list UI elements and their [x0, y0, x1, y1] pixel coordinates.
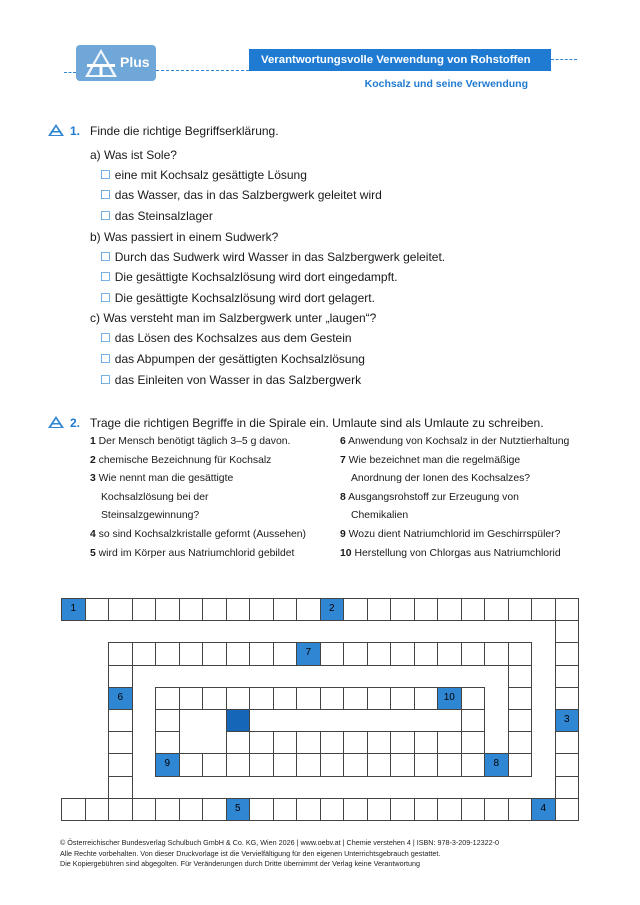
- grid-cell[interactable]: [202, 687, 227, 710]
- grid-cell[interactable]: [132, 642, 157, 665]
- clue-text: Der Mensch benötigt täglich 3–5 g davon.: [98, 436, 291, 447]
- grid-cell[interactable]: [390, 642, 415, 665]
- plus-logo: [76, 45, 156, 81]
- clue-number: 9: [340, 529, 346, 540]
- task2-title: Trage die richtigen Begriffe in die Spirale ein. Umlaute sind als Umlaute zu schreiben.: [90, 416, 544, 430]
- grid-cell[interactable]: [296, 798, 321, 821]
- grid-cell[interactable]: [179, 642, 204, 665]
- grid-cell[interactable]: [437, 753, 462, 776]
- grid-cell-number: 7: [305, 647, 312, 659]
- grid-cell[interactable]: [461, 709, 486, 732]
- grid-cell[interactable]: [85, 798, 110, 821]
- grid-cell[interactable]: [390, 731, 415, 754]
- clue-number: 3: [90, 473, 96, 485]
- grid-cell-numbered[interactable]: [320, 598, 345, 621]
- grid-cell[interactable]: [296, 753, 321, 776]
- grid-cell[interactable]: [555, 731, 580, 754]
- grid-cell[interactable]: [367, 731, 392, 754]
- grid-cell[interactable]: [155, 687, 180, 710]
- grid-cell[interactable]: [202, 798, 227, 821]
- grid-cell[interactable]: [508, 642, 533, 665]
- clue-item: [90, 529, 306, 540]
- grid-cell[interactable]: [108, 753, 133, 776]
- grid-cell[interactable]: [484, 798, 509, 821]
- clue-number: 6: [340, 436, 346, 447]
- clue-text: Wie bezeichnet man die regelmäßige: [348, 454, 521, 466]
- clue-number: 1: [90, 436, 96, 447]
- grid-cell[interactable]: [461, 753, 486, 776]
- grid-cell[interactable]: [437, 642, 462, 665]
- grid-cell[interactable]: [343, 753, 368, 776]
- grid-cell-numbered[interactable]: [108, 687, 133, 710]
- clue-text: Anwendung von Kochsalz in der Nutztierhaltung: [348, 436, 570, 447]
- grid-cell-number: 3: [563, 714, 570, 725]
- grid-cell[interactable]: [555, 620, 580, 643]
- grid-cell[interactable]: [296, 731, 321, 754]
- grid-cell[interactable]: [343, 731, 368, 754]
- grid-cell[interactable]: [273, 798, 298, 821]
- grid-cell-numbered[interactable]: [484, 753, 509, 776]
- grid-cell[interactable]: [367, 598, 392, 621]
- grid-cell[interactable]: [414, 798, 439, 821]
- grid-cell-number: 2: [328, 603, 335, 614]
- grid-cell[interactable]: [461, 798, 486, 821]
- grid-cell[interactable]: [155, 598, 180, 621]
- grid-cell[interactable]: [249, 687, 274, 710]
- grid-cell[interactable]: [108, 776, 133, 799]
- grid-cell[interactable]: [108, 598, 133, 621]
- logo-label: Plus: [120, 54, 150, 70]
- grid-cell[interactable]: [414, 598, 439, 621]
- option-b2[interactable]: ☐ Die gesättigte Kochsalzlösung wird dort eingedampft.: [100, 270, 398, 284]
- clue-item: [340, 529, 560, 540]
- grid-cell[interactable]: [108, 642, 133, 665]
- clue-item: [90, 436, 290, 447]
- grid-cell-numbered[interactable]: [296, 642, 321, 665]
- footer: [60, 838, 600, 870]
- checkbox-icon[interactable]: ☐: [100, 291, 111, 305]
- grid-cell[interactable]: [508, 709, 533, 732]
- task1-number: 1.: [70, 124, 81, 138]
- grid-cell[interactable]: [273, 687, 298, 710]
- grid-cell[interactable]: [390, 687, 415, 710]
- grid-cell[interactable]: [555, 598, 580, 621]
- divider-line: [64, 72, 76, 73]
- task1-b-question: b) Was passiert in einem Sudwerk?: [90, 230, 279, 244]
- option-a2[interactable]: ☐ das Wasser, das in das Salzbergwerk geleitet wird: [100, 188, 382, 202]
- grid-cell[interactable]: [296, 687, 321, 710]
- grid-cell[interactable]: [320, 753, 345, 776]
- grid-cell[interactable]: [226, 598, 251, 621]
- grid-cell[interactable]: [414, 753, 439, 776]
- grid-cell[interactable]: [202, 753, 227, 776]
- clue-number: 4: [90, 529, 96, 540]
- clue-text: Anordnung der Ionen des Kochsalzes?: [351, 473, 531, 485]
- clue-item: [90, 455, 271, 466]
- grid-cell[interactable]: [320, 798, 345, 821]
- footer-copyright: © Österreichischer Bundesverlag Schulbuch GmbH & Co. KG, Wien 2026 | www.oebv.at | Chemie verstehen 4 | ISBN: 978-3-209-12322-0: [60, 838, 500, 847]
- divider-line: [156, 70, 249, 71]
- clue-item: [351, 510, 408, 521]
- grid-cell-numbered[interactable]: [61, 598, 86, 621]
- grid-cell[interactable]: [273, 753, 298, 776]
- grid-cell[interactable]: [367, 642, 392, 665]
- footer-fees: Die Kopiergebühren sind abgegolten. Für Veränderungen durch Dritte übernimmt der Verlag keine Verantwortung: [60, 859, 420, 868]
- clue-text: chemische Bezeichnung für Kochsalz: [98, 454, 272, 466]
- grid-cell[interactable]: [343, 598, 368, 621]
- grid-cell[interactable]: [108, 798, 133, 821]
- clue-item: [340, 436, 569, 447]
- grid-cell[interactable]: [179, 687, 204, 710]
- grid-cell[interactable]: [437, 798, 462, 821]
- clue-number: 10: [340, 547, 352, 559]
- grid-cell[interactable]: [484, 642, 509, 665]
- clue-item: [90, 548, 294, 559]
- grid-cell[interactable]: [155, 731, 180, 754]
- grid-cell-numbered[interactable]: [555, 709, 580, 732]
- clue-item: [101, 510, 199, 521]
- clue-text: Wie nennt man die gesättigte: [98, 473, 234, 485]
- option-b3[interactable]: ☐ Die gesättigte Kochsalzlösung wird dort gelagert.: [100, 291, 375, 305]
- grid-cell[interactable]: [508, 687, 533, 710]
- grid-cell[interactable]: [226, 687, 251, 710]
- clue-text: so sind Kochsalzkristalle geformt (Aussehen): [98, 529, 306, 540]
- grid-cell[interactable]: [461, 731, 486, 754]
- grid-cell[interactable]: [555, 753, 580, 776]
- task1-title: Finde die richtige Begriffserklärung.: [90, 124, 279, 138]
- grid-cell-number: 1: [70, 603, 77, 614]
- grid-cell[interactable]: [249, 598, 274, 621]
- grid-cell-numbered[interactable]: [155, 753, 180, 776]
- clue-item: [340, 455, 520, 466]
- grid-cell[interactable]: [320, 642, 345, 665]
- grid-cell-number: 5: [234, 802, 241, 814]
- grid-cell-number: 9: [164, 758, 171, 770]
- grid-cell[interactable]: [85, 598, 110, 621]
- checkbox-icon[interactable]: ☐: [100, 331, 111, 345]
- grid-cell-number: 4: [540, 802, 547, 814]
- grid-cell[interactable]: [508, 665, 533, 688]
- grid-cell[interactable]: [508, 798, 533, 821]
- clue-item: [340, 548, 561, 559]
- page-title: Verantwortungsvolle Verwendung von Rohstoffen: [249, 49, 551, 71]
- option-c2[interactable]: ☐ das Abpumpen der gesättigten Kochsalzlösung: [100, 352, 365, 366]
- grid-cell-numbered[interactable]: [531, 798, 556, 821]
- pyramid-icon: [48, 124, 64, 136]
- grid-cell[interactable]: [155, 798, 180, 821]
- grid-cell[interactable]: [132, 798, 157, 821]
- grid-cell[interactable]: [226, 731, 251, 754]
- grid-cell[interactable]: [367, 687, 392, 710]
- grid-cell[interactable]: [226, 642, 251, 665]
- grid-cell[interactable]: [555, 776, 580, 799]
- grid-cell-number: 10: [443, 691, 455, 703]
- pyramid-logo-icon: [84, 48, 118, 78]
- grid-cell[interactable]: [155, 709, 180, 732]
- clue-text: wird im Körper aus Natriumchlorid gebildet: [98, 547, 295, 559]
- clue-number: 8: [340, 491, 346, 503]
- pyramid-icon: [48, 416, 64, 428]
- grid-cell[interactable]: [132, 598, 157, 621]
- grid-cell[interactable]: [414, 642, 439, 665]
- checkbox-icon[interactable]: ☐: [100, 352, 111, 366]
- clue-text: Ausgangsrohstoff zur Erzeugung von: [348, 491, 519, 503]
- checkbox-icon[interactable]: ☐: [100, 373, 111, 387]
- clue-number: 2: [90, 454, 96, 466]
- grid-cell[interactable]: [390, 598, 415, 621]
- grid-cell[interactable]: [343, 687, 368, 710]
- clue-text: Chemikalien: [351, 510, 409, 522]
- grid-cell[interactable]: [155, 642, 180, 665]
- grid-cell[interactable]: [461, 687, 486, 710]
- grid-cell-end: [226, 709, 251, 732]
- grid-cell[interactable]: [320, 687, 345, 710]
- grid-cell[interactable]: [555, 665, 580, 688]
- grid-cell[interactable]: [461, 642, 486, 665]
- option-a1[interactable]: ☐ eine mit Kochsalz gesättigte Lösung: [100, 168, 307, 182]
- grid-cell[interactable]: [179, 598, 204, 621]
- grid-cell-numbered[interactable]: [226, 798, 251, 821]
- grid-cell[interactable]: [273, 731, 298, 754]
- grid-cell[interactable]: [461, 598, 486, 621]
- grid-cell[interactable]: [249, 642, 274, 665]
- clue-item: [101, 492, 208, 503]
- page-subtitle: Kochsalz und seine Verwendung: [364, 78, 528, 90]
- grid-cell[interactable]: [249, 731, 274, 754]
- checkbox-icon[interactable]: ☐: [100, 209, 111, 223]
- grid-cell[interactable]: [108, 709, 133, 732]
- grid-cell[interactable]: [273, 642, 298, 665]
- grid-cell[interactable]: [367, 798, 392, 821]
- clue-number: 5: [90, 547, 96, 559]
- option-a3[interactable]: ☐ das Steinsalzlager: [100, 209, 213, 223]
- clue-number: 7: [340, 454, 346, 466]
- grid-cell[interactable]: [202, 598, 227, 621]
- clue-item: [351, 473, 530, 484]
- grid-cell[interactable]: [390, 753, 415, 776]
- grid-cell[interactable]: [367, 753, 392, 776]
- task1-c-question: c) Was versteht man im Salzbergwerk unter „laugen“?: [90, 311, 377, 325]
- grid-cell-numbered[interactable]: [437, 687, 462, 710]
- grid-cell[interactable]: [555, 798, 580, 821]
- grid-cell[interactable]: [508, 753, 533, 776]
- divider-line: [551, 59, 577, 60]
- checkbox-icon[interactable]: ☐: [100, 188, 111, 202]
- grid-cell[interactable]: [179, 753, 204, 776]
- grid-cell[interactable]: [414, 731, 439, 754]
- clue-item: [90, 473, 233, 484]
- grid-cell[interactable]: [390, 798, 415, 821]
- grid-cell[interactable]: [437, 731, 462, 754]
- grid-cell[interactable]: [249, 798, 274, 821]
- task1-a-question: a) Was ist Sole?: [90, 148, 177, 162]
- grid-cell[interactable]: [226, 753, 251, 776]
- clue-text: Kochsalzlösung bei der: [101, 491, 209, 503]
- checkbox-icon[interactable]: ☐: [100, 270, 111, 284]
- grid-cell[interactable]: [249, 753, 274, 776]
- checkbox-icon[interactable]: ☐: [100, 250, 111, 264]
- grid-cell[interactable]: [273, 598, 298, 621]
- grid-cell[interactable]: [343, 642, 368, 665]
- grid-cell[interactable]: [508, 598, 533, 621]
- grid-cell[interactable]: [179, 798, 204, 821]
- clue-item: [340, 492, 519, 503]
- grid-cell[interactable]: [555, 642, 580, 665]
- grid-cell[interactable]: [108, 665, 133, 688]
- grid-cell[interactable]: [202, 642, 227, 665]
- grid-cell[interactable]: [531, 598, 556, 621]
- option-c3[interactable]: ☐ das Einleiten von Wasser in das Salzbergwerk: [100, 373, 362, 387]
- grid-cell-number: 8: [493, 758, 500, 770]
- grid-cell[interactable]: [320, 731, 345, 754]
- grid-cell[interactable]: [108, 731, 133, 754]
- grid-cell[interactable]: [437, 598, 462, 621]
- clue-text: Herstellung von Chlorgas aus Natriumchlorid: [354, 547, 561, 559]
- checkbox-icon[interactable]: ☐: [100, 168, 111, 182]
- footer-rights: Alle Rechte vorbehalten. Von dieser Druckvorlage ist die Vervielfältigung für den eigenen Unterrichtsgebrauch gestattet.: [60, 848, 441, 858]
- grid-cell[interactable]: [555, 687, 580, 710]
- clue-text: Wozu dient Natriumchlorid im Geschirrspüler?: [348, 529, 561, 540]
- grid-cell[interactable]: [343, 798, 368, 821]
- option-b1[interactable]: ☐ Durch das Sudwerk wird Wasser in das Salzbergwerk geleitet.: [100, 250, 446, 264]
- grid-cell[interactable]: [484, 598, 509, 621]
- grid-cell[interactable]: [414, 687, 439, 710]
- option-c1[interactable]: ☐ das Lösen des Kochsalzes aus dem Gestein: [100, 331, 352, 345]
- grid-cell[interactable]: [61, 798, 86, 821]
- grid-cell[interactable]: [296, 598, 321, 621]
- clue-text: Steinsalzgewinnung?: [101, 510, 200, 522]
- task2-number: 2.: [70, 416, 81, 430]
- grid-cell[interactable]: [508, 731, 533, 754]
- grid-cell-number: 6: [117, 691, 124, 703]
